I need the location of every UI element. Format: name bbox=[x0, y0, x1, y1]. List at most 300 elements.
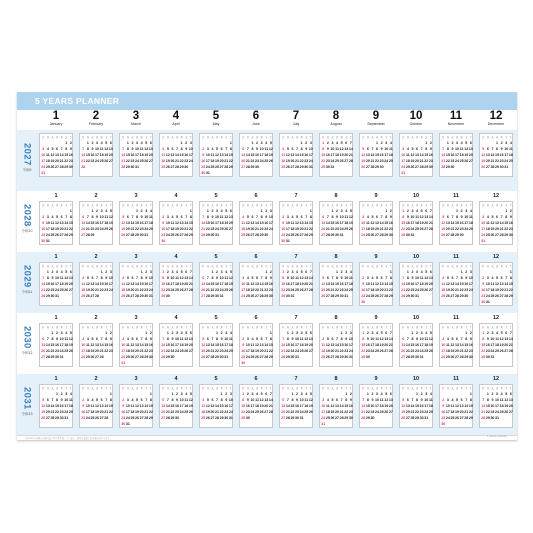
weekday-label: 土 bbox=[189, 326, 193, 329]
calendar-day: 10 bbox=[299, 397, 304, 402]
calendar-day: 11 bbox=[379, 397, 384, 402]
weekday-label: 金 bbox=[65, 387, 68, 390]
calendar-day: 18 bbox=[485, 226, 490, 231]
calendar-day: 2 bbox=[296, 391, 299, 396]
calendar-day: 12 bbox=[441, 220, 446, 225]
calendar-day: 21 bbox=[41, 287, 46, 292]
month-number: 7 bbox=[292, 110, 300, 122]
weekday-label: 水 bbox=[335, 136, 339, 139]
calendar-day: 13 bbox=[135, 342, 140, 347]
calendar-day: 27 bbox=[485, 164, 490, 169]
calendar-day: 4 bbox=[122, 275, 125, 280]
calendar-day: 12 bbox=[188, 397, 193, 402]
weekday-label: 水 bbox=[255, 326, 259, 329]
calendar-day: 31 bbox=[135, 164, 140, 169]
calendar-day: 2 bbox=[336, 208, 339, 213]
weekday-label: 水 bbox=[135, 387, 139, 390]
calendar-day: 5 bbox=[51, 146, 54, 151]
calendar-day: 30 bbox=[339, 293, 344, 298]
calendar-day: 29 bbox=[179, 164, 184, 169]
month-number-small: 1 bbox=[54, 315, 58, 321]
weekday-label: 金 bbox=[265, 265, 268, 268]
calendar-day: 19 bbox=[361, 158, 366, 163]
calendar-day: 15 bbox=[165, 342, 170, 347]
month-number-small: 10 bbox=[412, 315, 420, 321]
calendar-day: 3 bbox=[296, 330, 299, 335]
calendar-day: 23 bbox=[264, 226, 269, 231]
calendar-day: 1 bbox=[340, 330, 343, 335]
calendar-day: 21 bbox=[410, 409, 415, 414]
calendar-day: 22 bbox=[250, 158, 255, 163]
calendar-day: 6 bbox=[469, 140, 472, 145]
weekday-label: 日 bbox=[402, 265, 405, 268]
calendar-day: 26 bbox=[250, 293, 255, 298]
calendar-day: 29 bbox=[405, 293, 410, 298]
weekday-label: 水 bbox=[295, 136, 299, 139]
weekday-label: 火 bbox=[91, 136, 94, 139]
calendar-day: 21 bbox=[215, 409, 220, 414]
calendar-day: 27 bbox=[255, 293, 260, 298]
calendar-day: 22 bbox=[321, 158, 326, 163]
calendar-day: 14 bbox=[388, 336, 393, 341]
calendar-day: 15 bbox=[55, 403, 60, 408]
calendar-day: 2 bbox=[411, 269, 414, 274]
calendar-day: 6 bbox=[376, 214, 379, 219]
calendar-day: 14 bbox=[490, 152, 495, 157]
weekday-label: 水 bbox=[455, 204, 459, 207]
calendar-day: 28 bbox=[95, 293, 100, 298]
calendar-day: 3 bbox=[149, 269, 152, 274]
month-header bbox=[17, 110, 517, 130]
calendar-day: 14 bbox=[175, 152, 180, 157]
calendar-day: 13 bbox=[375, 220, 380, 225]
calendar-day: 17 bbox=[59, 342, 64, 347]
calendar-day: 14 bbox=[161, 342, 166, 347]
calendar-day: 23 bbox=[59, 409, 64, 414]
calendar-day: 7 bbox=[505, 275, 508, 280]
calendar-day: 29 bbox=[384, 232, 389, 237]
calendar-day: 21 bbox=[428, 220, 433, 225]
weekday-header bbox=[201, 264, 233, 268]
calendar-day: 19 bbox=[250, 287, 255, 292]
month-name: February bbox=[88, 122, 104, 126]
calendar-day: 22 bbox=[165, 348, 170, 353]
calendar-day: 16 bbox=[165, 281, 170, 286]
weekday-label: 日 bbox=[82, 265, 85, 268]
calendar-day: 25 bbox=[250, 354, 255, 359]
calendar-day: 23 bbox=[108, 348, 113, 353]
calendar-day: 20 bbox=[161, 409, 166, 414]
calendar-day: 20 bbox=[365, 158, 370, 163]
weekday-label: 日 bbox=[482, 204, 485, 207]
calendar-day: 28 bbox=[490, 164, 495, 169]
weekday-label: 火 bbox=[331, 136, 334, 139]
calendar-day: 5 bbox=[305, 330, 308, 335]
calendar-day: 1 bbox=[286, 330, 289, 335]
weekday-label: 木 bbox=[500, 326, 503, 329]
calendar-day: 15 bbox=[68, 220, 73, 225]
calendar-day: 3 bbox=[206, 146, 209, 151]
calendar-day: 24 bbox=[419, 348, 424, 353]
calendar-day: 8 bbox=[109, 397, 112, 402]
calendar-day: 26 bbox=[228, 287, 233, 292]
calendar-day: 29 bbox=[125, 164, 130, 169]
calendar-day: 21 bbox=[348, 152, 353, 157]
calendar-day: 9 bbox=[465, 275, 468, 280]
calendar-day: 5 bbox=[380, 330, 383, 335]
calendar-day: 23 bbox=[170, 348, 175, 353]
weekday-label: 土 bbox=[509, 387, 513, 390]
calendar-day: 9 bbox=[389, 214, 392, 219]
calendar-day: 29 bbox=[210, 293, 215, 298]
calendar-day: 16 bbox=[348, 403, 353, 408]
calendar-day: 26 bbox=[135, 415, 140, 420]
calendar-day: 7 bbox=[406, 336, 409, 341]
weekday-label: 水 bbox=[95, 387, 99, 390]
calendar-day: 22 bbox=[410, 348, 415, 353]
calendar-day: 1 bbox=[402, 208, 405, 213]
calendar-day: 26 bbox=[50, 164, 55, 169]
calendar-day: 8 bbox=[189, 214, 192, 219]
calendar-day: 8 bbox=[180, 146, 183, 151]
calendar-day: 28 bbox=[161, 354, 166, 359]
calendar-day: 20 bbox=[450, 287, 455, 292]
calendar-day: 29 bbox=[401, 232, 406, 237]
calendar-day: 2 bbox=[42, 214, 45, 219]
calendar-day: 22 bbox=[179, 158, 184, 163]
calendar-day: 7 bbox=[380, 214, 383, 219]
year-band-2028 bbox=[17, 191, 517, 252]
calendar-day: 7 bbox=[162, 336, 165, 341]
calendar-day: 7 bbox=[442, 146, 445, 151]
calendar-day: 28 bbox=[295, 164, 300, 169]
calendar-day: 15 bbox=[228, 152, 233, 157]
weekday-header bbox=[201, 386, 233, 390]
calendar-day: 21 bbox=[95, 287, 100, 292]
footer-brand: 5 YEARS PLANNER bbox=[486, 436, 507, 438]
calendar-day: 10 bbox=[215, 214, 220, 219]
calendar-day: 12 bbox=[215, 152, 220, 157]
calendar-day: 18 bbox=[499, 403, 504, 408]
calendar-day: 7 bbox=[362, 397, 365, 402]
calendar-day: 12 bbox=[245, 220, 250, 225]
calendar-day: 6 bbox=[305, 269, 308, 274]
calendar-day: 4 bbox=[496, 330, 499, 335]
weekday-label: 月 bbox=[86, 326, 90, 329]
calendar-day: 27 bbox=[95, 354, 100, 359]
month-name: July bbox=[292, 122, 300, 126]
calendar-day: 23 bbox=[361, 293, 366, 298]
calendar-day: 23 bbox=[490, 409, 495, 414]
month-calendar bbox=[399, 133, 433, 177]
calendar-day: 10 bbox=[441, 342, 446, 347]
month-calendar bbox=[439, 133, 473, 177]
calendar-day: 24 bbox=[108, 287, 113, 292]
calendar-day: 3 bbox=[482, 214, 485, 219]
calendar-day: 16 bbox=[295, 403, 300, 408]
calendar-day: 15 bbox=[424, 152, 429, 157]
calendar-day: 15 bbox=[161, 281, 166, 286]
calendar-day: 12 bbox=[299, 275, 304, 280]
calendar-day: 30 bbox=[365, 354, 370, 359]
calendar-day: 18 bbox=[321, 348, 326, 353]
weekday-label: 水 bbox=[135, 136, 139, 139]
calendar-day: 11 bbox=[210, 152, 215, 157]
calendar-day: 20 bbox=[344, 152, 349, 157]
calendar-day: 18 bbox=[450, 409, 455, 414]
calendar-day: 19 bbox=[339, 152, 344, 157]
weekday-label: 月 bbox=[86, 136, 90, 139]
calendar-day: 25 bbox=[379, 409, 384, 414]
calendar-day: 25 bbox=[424, 348, 429, 353]
calendar-day: 28 bbox=[450, 232, 455, 237]
calendar-day: 18 bbox=[130, 409, 135, 414]
calendar-day: 17 bbox=[308, 152, 313, 157]
weekday-label: 金 bbox=[465, 387, 468, 390]
calendar-day: 25 bbox=[321, 354, 326, 359]
calendar-day: 18 bbox=[68, 403, 73, 408]
calendar-day: 30 bbox=[410, 293, 415, 298]
calendar-day: 8 bbox=[446, 146, 449, 151]
calendar-day: 13 bbox=[95, 342, 100, 347]
calendar-day: 14 bbox=[130, 220, 135, 225]
calendar-day: 1 bbox=[265, 269, 268, 274]
calendar-day: 2 bbox=[256, 140, 259, 145]
calendar-day: 1 bbox=[105, 330, 108, 335]
calendar-day: 9 bbox=[345, 336, 348, 341]
calendar-day: 28 bbox=[201, 232, 206, 237]
calendar-day: 12 bbox=[370, 220, 375, 225]
calendar-day: 10 bbox=[85, 403, 90, 408]
weekday-label: 木 bbox=[140, 265, 143, 268]
calendar-day: 30 bbox=[184, 164, 189, 169]
calendar-day: 12 bbox=[268, 146, 273, 151]
calendar-day: 27 bbox=[188, 348, 193, 353]
calendar-day: 6 bbox=[109, 140, 112, 145]
calendar-day: 22 bbox=[508, 287, 513, 292]
calendar-day: 20 bbox=[264, 403, 269, 408]
month-header-10 bbox=[397, 110, 435, 127]
month-number: 3 bbox=[132, 110, 140, 122]
weekday-label: 木 bbox=[460, 136, 463, 139]
calendar-day: 3 bbox=[56, 269, 59, 274]
calendar-day: 26 bbox=[490, 232, 495, 237]
calendar-day: 16 bbox=[379, 152, 384, 157]
calendar-day: 30 bbox=[268, 293, 273, 298]
calendar-day: 16 bbox=[268, 281, 273, 286]
calendar-day: 8 bbox=[282, 275, 285, 280]
calendar-day: 23 bbox=[304, 158, 309, 163]
calendar-day: 27 bbox=[321, 232, 326, 237]
year-band-2027 bbox=[17, 130, 517, 191]
calendar-day: 12 bbox=[424, 275, 429, 280]
calendar-day: 12 bbox=[50, 152, 55, 157]
weekday-label: 金 bbox=[225, 136, 228, 139]
weekday-label: 金 bbox=[385, 387, 388, 390]
weekday-label: 日 bbox=[362, 136, 365, 139]
calendar-day: 19 bbox=[268, 152, 273, 157]
calendar-day: 16 bbox=[108, 342, 113, 347]
calendar-day: 29 bbox=[90, 232, 95, 237]
month-number: 10 bbox=[409, 110, 423, 122]
calendar-day: 9 bbox=[91, 146, 94, 151]
calendar-day: 7 bbox=[176, 146, 179, 151]
weekday-label: 金 bbox=[105, 265, 108, 268]
calendar-day: 10 bbox=[464, 214, 469, 219]
calendar-day: 18 bbox=[85, 348, 90, 353]
calendar-day: 23 bbox=[415, 348, 420, 353]
calendar-day: 11 bbox=[125, 342, 130, 347]
weekday-label: 火 bbox=[131, 204, 134, 207]
calendar-day: 10 bbox=[468, 275, 473, 280]
calendar-day: 5 bbox=[105, 140, 108, 145]
calendar-day: 19 bbox=[179, 281, 184, 286]
weekday-label: 土 bbox=[429, 204, 433, 207]
weekday-label: 金 bbox=[305, 136, 308, 139]
calendar-day: 24 bbox=[179, 409, 184, 414]
weekday-label: 土 bbox=[389, 265, 393, 268]
calendar-day: 9 bbox=[486, 336, 489, 341]
calendar-day: 5 bbox=[465, 140, 468, 145]
calendar-day: 2 bbox=[131, 140, 134, 145]
calendar-day: 26 bbox=[499, 348, 504, 353]
calendar-day: 10 bbox=[384, 146, 389, 151]
calendar-day: 11 bbox=[348, 275, 353, 280]
calendar-day: 6 bbox=[180, 214, 183, 219]
weekday-label: 月 bbox=[446, 387, 450, 390]
calendar-day: 1 bbox=[385, 208, 388, 213]
calendar-day: 8 bbox=[171, 397, 174, 402]
calendar-day: 21 bbox=[224, 158, 229, 163]
calendar-day: 16 bbox=[481, 287, 486, 292]
calendar-day: 4 bbox=[46, 146, 49, 151]
calendar-day: 29 bbox=[330, 232, 335, 237]
calendar-day: 27 bbox=[130, 293, 135, 298]
month-number-small: 7 bbox=[294, 315, 298, 321]
calendar-day: 6 bbox=[96, 336, 99, 341]
calendar-day: 5 bbox=[246, 214, 249, 219]
calendar-day: 4 bbox=[425, 330, 428, 335]
calendar-day: 13 bbox=[201, 281, 206, 286]
calendar-day: 16 bbox=[361, 287, 366, 292]
month-calendar bbox=[359, 384, 393, 428]
calendar-day: 1 bbox=[166, 330, 169, 335]
weekday-label: 火 bbox=[171, 326, 174, 329]
calendar-day: 9 bbox=[406, 214, 409, 219]
calendar-day: 2 bbox=[451, 140, 454, 145]
calendar-day: 10 bbox=[504, 146, 509, 151]
calendar-day: 8 bbox=[46, 275, 49, 280]
calendar-day: 7 bbox=[286, 397, 289, 402]
calendar-day: 11 bbox=[228, 336, 233, 341]
calendar-day: 1 bbox=[100, 269, 103, 274]
calendar-day: 18 bbox=[445, 348, 450, 353]
month-calendar bbox=[39, 384, 73, 428]
calendar-day: 23 bbox=[388, 226, 393, 231]
calendar-day: 2 bbox=[140, 208, 143, 213]
calendar-day: 18 bbox=[121, 287, 126, 292]
calendar-day: 18 bbox=[250, 348, 255, 353]
calendar-day: 5 bbox=[425, 269, 428, 274]
calendar-day: 19 bbox=[215, 158, 220, 163]
calendar-day: 24 bbox=[241, 293, 246, 298]
calendar-day: 17 bbox=[64, 403, 69, 408]
calendar-day: 19 bbox=[304, 342, 309, 347]
month-header-3 bbox=[117, 110, 155, 127]
calendar-day: 18 bbox=[104, 220, 109, 225]
calendar-day: 21 bbox=[339, 409, 344, 414]
weekday-label: 土 bbox=[269, 265, 273, 268]
month-number-small: 11 bbox=[453, 254, 459, 260]
weekday-label: 月 bbox=[406, 326, 410, 329]
calendar-day: 2 bbox=[202, 146, 205, 151]
calendar-day: 7 bbox=[86, 214, 89, 219]
weekday-label: 木 bbox=[140, 204, 143, 207]
weekday-label: 水 bbox=[415, 136, 419, 139]
calendar-day: 15 bbox=[375, 152, 380, 157]
calendar-day: 30 bbox=[295, 415, 300, 420]
calendar-day: 3 bbox=[216, 208, 219, 213]
calendar-day: 6 bbox=[322, 214, 325, 219]
calendar-day: 17 bbox=[205, 158, 210, 163]
calendar-day: 21 bbox=[268, 403, 273, 408]
calendar-day: 13 bbox=[424, 214, 429, 219]
calendar-day: 18 bbox=[290, 226, 295, 231]
calendar-day: 21 bbox=[325, 226, 330, 231]
calendar-day: 24 bbox=[175, 348, 180, 353]
calendar-day: 23 bbox=[161, 232, 166, 237]
calendar-day: 3 bbox=[486, 275, 489, 280]
calendar-day: 2 bbox=[345, 330, 348, 335]
calendar-day: 22 bbox=[210, 287, 215, 292]
calendar-day: 20 bbox=[201, 287, 206, 292]
weekday-label: 金 bbox=[465, 204, 468, 207]
calendar-day: 13 bbox=[304, 275, 309, 280]
calendar-day: 2 bbox=[340, 269, 343, 274]
weekday-label: 金 bbox=[265, 136, 268, 139]
calendar-day: 27 bbox=[335, 415, 340, 420]
calendar-day: 21 bbox=[81, 158, 86, 163]
month-calendar bbox=[279, 201, 313, 245]
calendar-day: 30 bbox=[165, 293, 170, 298]
calendar-day: 24 bbox=[370, 348, 375, 353]
calendar-day: 16 bbox=[285, 281, 290, 286]
calendar-day: 31 bbox=[55, 293, 60, 298]
calendar-day: 12 bbox=[184, 336, 189, 341]
calendar-day: 11 bbox=[139, 146, 144, 151]
calendar-day: 25 bbox=[68, 409, 73, 414]
weekday-header bbox=[121, 325, 153, 329]
calendar-day: 19 bbox=[445, 287, 450, 292]
calendar-day: 28 bbox=[81, 164, 86, 169]
calendar-day: 21 bbox=[304, 226, 309, 231]
calendar-day: 14 bbox=[64, 220, 69, 225]
calendar-day: 22 bbox=[104, 348, 109, 353]
calendar-day: 29 bbox=[375, 164, 380, 169]
calendar-day: 31 bbox=[144, 232, 149, 237]
calendar-day: 30 bbox=[285, 293, 290, 298]
calendar-day: 11 bbox=[161, 152, 166, 157]
calendar-day: 18 bbox=[219, 220, 224, 225]
calendar-day: 4 bbox=[429, 391, 432, 396]
calendar-day: 25 bbox=[99, 158, 104, 163]
calendar-day: 10 bbox=[188, 146, 193, 151]
calendar-day: 13 bbox=[308, 336, 313, 341]
calendar-day: 31 bbox=[490, 354, 495, 359]
calendar-day: 25 bbox=[419, 287, 424, 292]
calendar-day: 13 bbox=[184, 275, 189, 280]
calendar-day: 15 bbox=[361, 342, 366, 347]
